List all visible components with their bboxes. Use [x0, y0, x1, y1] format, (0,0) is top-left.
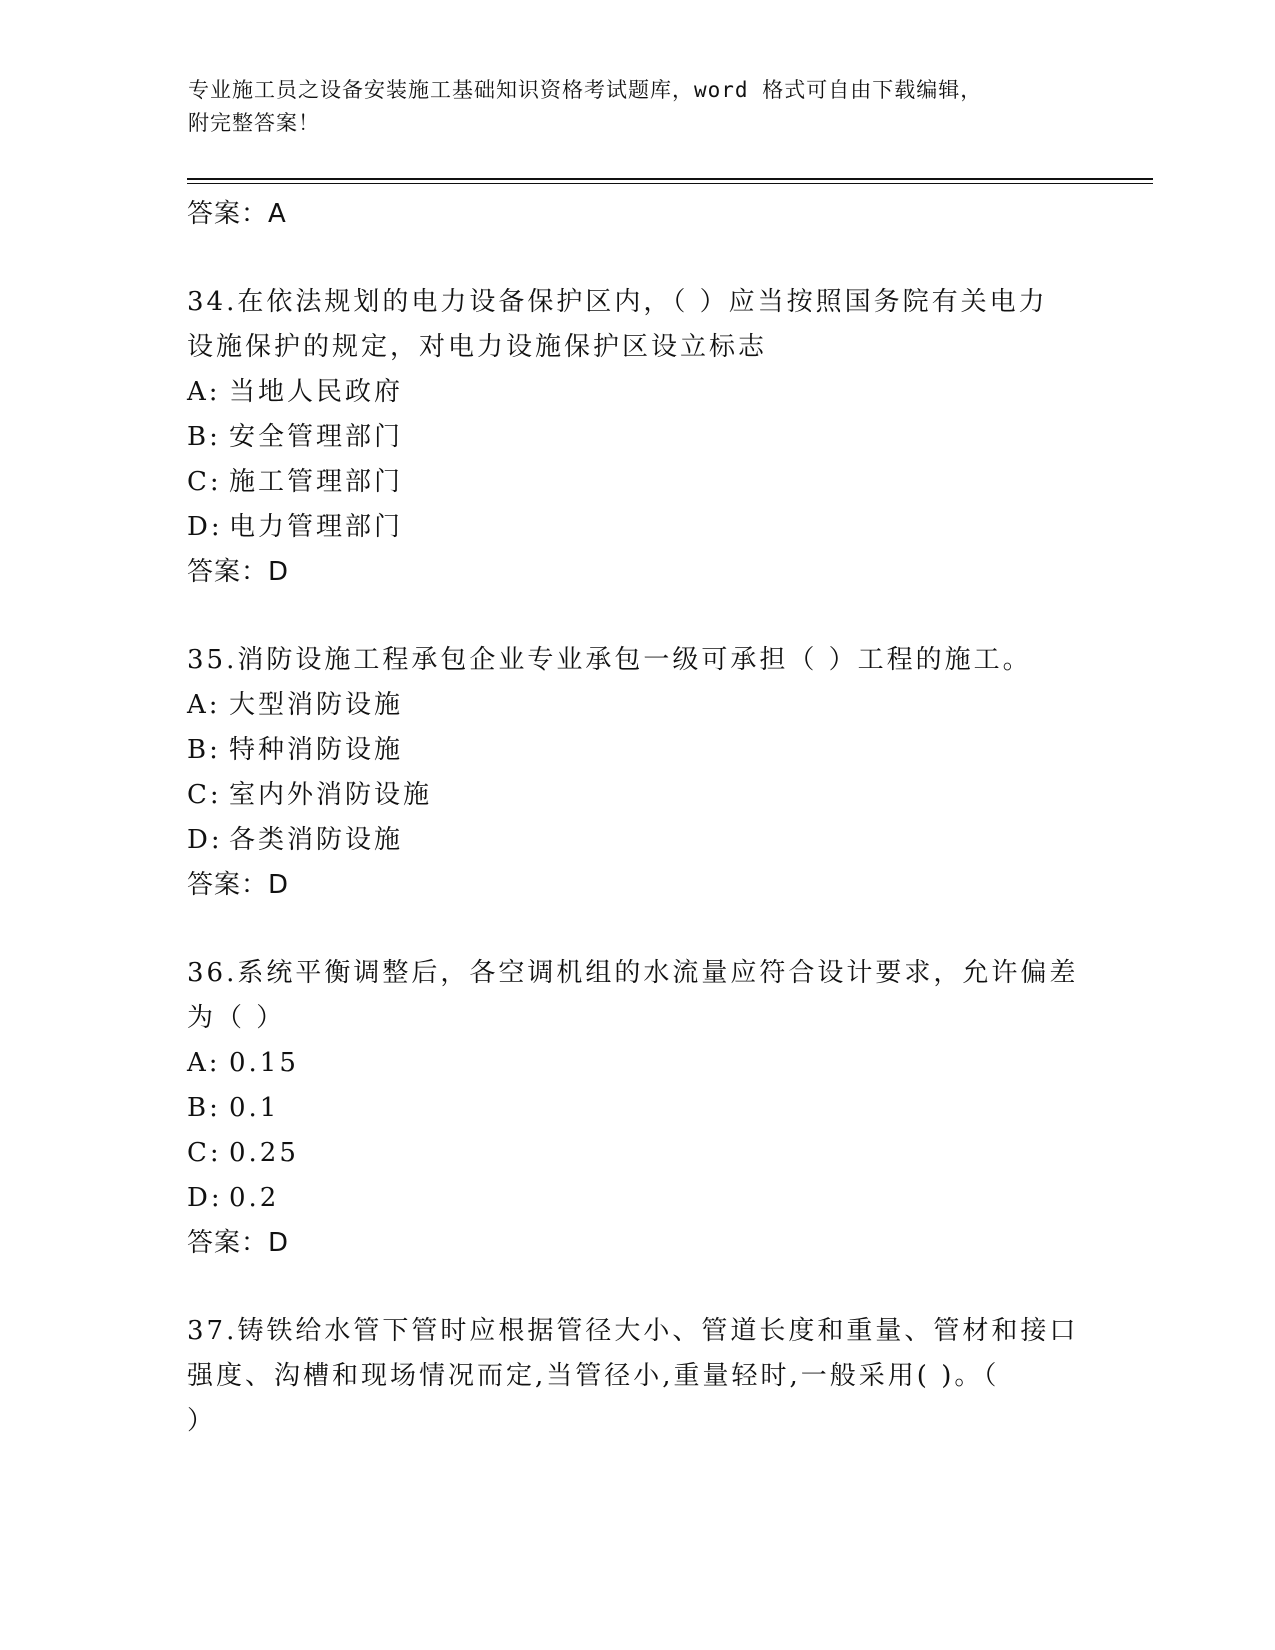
option-letter: A: — [187, 1048, 221, 1078]
option-c — [187, 460, 1087, 505]
answer-34: 答案：D — [187, 557, 290, 587]
option-d — [187, 505, 1087, 550]
option-letter: A: — [187, 377, 221, 407]
option-d — [187, 1176, 1087, 1221]
option-letter: C: — [187, 467, 222, 497]
question-stem-line: 设施保护的规定，对电力设施保护区设立标志 — [187, 332, 768, 362]
header-line-1: 专业施工员之设备安装施工基础知识资格考试题库，word 格式可自由下载编辑， — [188, 78, 983, 102]
option-text: 安全管理部门 — [229, 422, 404, 452]
option-text: 0.15 — [229, 1048, 299, 1078]
question-stem-line: 34.在依法规划的电力设备保护区内，（ ）应当按照国务院有关电力 — [187, 287, 1048, 317]
option-text: 特种消防设施 — [229, 735, 404, 765]
option-b — [187, 728, 1087, 773]
option-letter: B: — [187, 422, 221, 452]
question-stem-line: 35.消防设施工程承包企业专业承包一级可承担（ ）工程的施工。 — [187, 645, 1032, 675]
question-stem-line: 36.系统平衡调整后，各空调机组的水流量应符合设计要求，允许偏差 — [187, 958, 1079, 988]
question-stem-line: 37.铸铁给水管下管时应根据管径大小、管道长度和重量、管材和接口 — [187, 1316, 1079, 1346]
option-text: 0.1 — [229, 1093, 280, 1123]
option-text: 大型消防设施 — [229, 690, 404, 720]
option-letter: D: — [187, 512, 223, 542]
answer-35: 答案：D — [187, 870, 290, 900]
option-text: 当地人民政府 — [229, 377, 404, 407]
answer-33: 答案：A — [187, 199, 287, 229]
question-stem-line: 为（ ） — [187, 1003, 286, 1033]
option-b — [187, 415, 1087, 460]
header-line-2: 附完整答案！ — [188, 111, 320, 135]
option-a — [187, 370, 1087, 415]
question-37 — [187, 1309, 1087, 1444]
option-c — [187, 1131, 1087, 1176]
option-text: 施工管理部门 — [229, 467, 404, 497]
option-text: 0.2 — [229, 1183, 280, 1213]
header-rule-thick — [187, 178, 1153, 180]
option-letter: B: — [187, 1093, 221, 1123]
option-text: 室内外消防设施 — [229, 780, 433, 810]
option-a — [187, 683, 1087, 728]
header-rule-thin — [187, 183, 1153, 184]
option-letter: A: — [187, 690, 221, 720]
option-a — [187, 1041, 1087, 1086]
question-36 — [187, 951, 1087, 1265]
option-c — [187, 773, 1087, 818]
option-letter: D: — [187, 825, 223, 855]
question-list — [187, 188, 1087, 1444]
question-34 — [187, 280, 1087, 594]
answer-36: 答案：D — [187, 1228, 290, 1258]
option-letter: C: — [187, 1138, 222, 1168]
option-letter: D: — [187, 1183, 223, 1213]
question-35 — [187, 638, 1087, 907]
question-stem-line: 强度、沟槽和现场情况而定,当管径小,重量轻时,一般采用( )。（ — [187, 1361, 1000, 1391]
option-d — [187, 818, 1087, 863]
question-stem-line: ） — [187, 1406, 217, 1436]
option-b — [187, 1086, 1087, 1131]
option-letter: C: — [187, 780, 222, 810]
document-header — [188, 74, 1068, 140]
option-text: 0.25 — [229, 1138, 299, 1168]
option-text: 各类消防设施 — [229, 825, 404, 855]
option-text: 电力管理部门 — [229, 512, 404, 542]
option-letter: B: — [187, 735, 221, 765]
